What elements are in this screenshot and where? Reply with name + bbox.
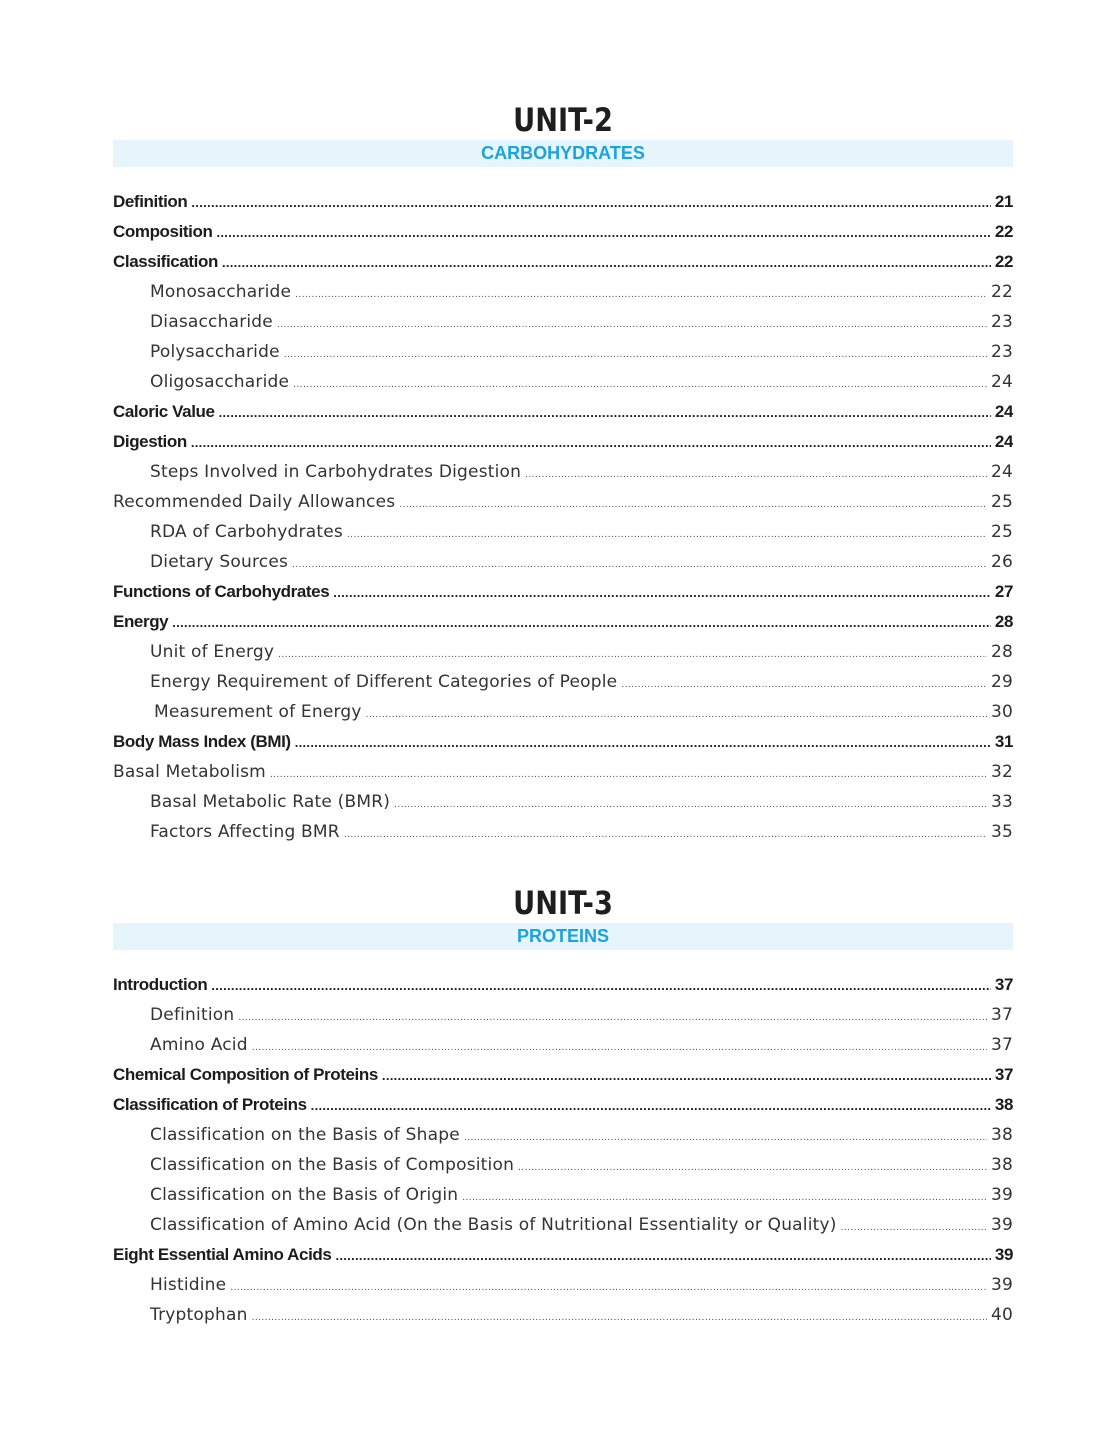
- toc-entry[interactable]: [113, 1180, 1013, 1210]
- dot-leader: [293, 367, 987, 397]
- toc-entry-page-number: 22: [990, 282, 1013, 302]
- toc-entry-label: Dietary Sources: [150, 552, 289, 572]
- toc-entry-label: Polysaccharide: [150, 342, 280, 362]
- toc-entry[interactable]: [113, 577, 1013, 607]
- unit-subtitle-band: PROTEINS: [113, 923, 1013, 950]
- toc-entry[interactable]: [113, 757, 1013, 787]
- toc-entry-page-number: 38: [994, 1095, 1013, 1114]
- unit-title: UNIT-3: [513, 884, 613, 922]
- unit-subtitle-band: CARBOHYDRATES: [113, 140, 1013, 167]
- toc-entry[interactable]: [113, 427, 1013, 457]
- toc-entry-page-number: 21: [994, 192, 1013, 211]
- dot-leader: [333, 577, 991, 607]
- toc-entry-page-number: 38: [990, 1125, 1013, 1145]
- toc-entry[interactable]: [113, 277, 1013, 307]
- toc-entry-label: Monosaccharide: [150, 282, 292, 302]
- dot-leader: [382, 1060, 991, 1090]
- toc-entry-label: Body Mass Index (BMI): [113, 732, 291, 751]
- toc-entry-page-number: 30: [990, 702, 1013, 722]
- toc-entry-label: Classification of Amino Acid (On the Basis of Nutritional Essentiality or Quality): [150, 1215, 837, 1235]
- toc-entry[interactable]: [113, 187, 1013, 217]
- toc-entry[interactable]: [113, 247, 1013, 277]
- toc-entry-label: Classification on the Basis of Origin: [150, 1185, 459, 1205]
- dot-leader: [219, 397, 991, 427]
- toc-entry-label: Unit of Energy: [150, 642, 275, 662]
- dot-leader: [278, 637, 987, 667]
- toc-entry-label: Energy Requirement of Different Categories of People: [150, 672, 618, 692]
- toc-entry[interactable]: [113, 1030, 1013, 1060]
- toc-entry-page-number: 27: [994, 582, 1013, 601]
- toc-entry-label: Amino Acid: [150, 1035, 248, 1055]
- dot-leader: [366, 697, 987, 727]
- toc-entry[interactable]: [113, 517, 1013, 547]
- toc-entry[interactable]: [113, 1000, 1013, 1030]
- unit-2-section: [113, 100, 1013, 847]
- toc-entry[interactable]: [113, 547, 1013, 577]
- toc-entry[interactable]: [113, 1120, 1013, 1150]
- toc-entry-page-number: 33: [990, 792, 1013, 812]
- toc-entry[interactable]: [113, 1090, 1013, 1120]
- toc-entry-page-number: 37: [990, 1035, 1013, 1055]
- toc-entry[interactable]: [113, 487, 1013, 517]
- toc-entry[interactable]: [113, 1210, 1013, 1240]
- dot-leader: [252, 1030, 987, 1060]
- toc-entry-page-number: 25: [990, 492, 1013, 512]
- toc-entry-label: Classification on the Basis of Shape: [150, 1125, 460, 1145]
- toc-entry-label: Measurement of Energy: [154, 702, 362, 722]
- toc-entry-page-number: 32: [990, 762, 1013, 782]
- toc-entry-label: Definition: [150, 1005, 235, 1025]
- dot-leader: [284, 337, 987, 367]
- toc-entry-page-number: 39: [990, 1275, 1013, 1295]
- toc-entry[interactable]: [113, 787, 1013, 817]
- toc-entry-label: Functions of Carbohydrates: [113, 582, 330, 601]
- toc-entry[interactable]: [113, 397, 1013, 427]
- toc-entry-page-number: 23: [990, 312, 1013, 332]
- toc-entry-page-number: 39: [990, 1185, 1013, 1205]
- toc-entry[interactable]: [113, 217, 1013, 247]
- toc-entry-label: Steps Involved in Carbohydrates Digestion: [150, 462, 522, 482]
- toc-entry-page-number: 28: [990, 642, 1013, 662]
- toc-entry-label: Classification: [113, 252, 218, 271]
- toc-entry[interactable]: [113, 1300, 1013, 1330]
- toc-entry-page-number: 35: [990, 822, 1013, 842]
- toc-list: [113, 187, 1013, 847]
- dot-leader: [295, 277, 987, 307]
- dot-leader: [172, 607, 991, 637]
- toc-entry-label: Factors Affecting BMR: [150, 822, 340, 842]
- dot-leader: [394, 787, 987, 817]
- toc-entry-page-number: 26: [990, 552, 1013, 572]
- dot-leader: [841, 1210, 987, 1240]
- dot-leader: [464, 1120, 987, 1150]
- toc-entry-label: Eight Essential Amino Acids: [113, 1245, 332, 1264]
- toc-entry-label: Classification on the Basis of Composition: [150, 1155, 515, 1175]
- dot-leader: [292, 547, 987, 577]
- toc-entry-page-number: 28: [994, 612, 1013, 631]
- toc-entry[interactable]: [113, 727, 1013, 757]
- toc-entry-page-number: 24: [994, 432, 1013, 451]
- toc-entry-page-number: 38: [990, 1155, 1013, 1175]
- toc-entry-label: Tryptophan: [150, 1305, 248, 1325]
- toc-entry-label: Diasaccharide: [150, 312, 273, 332]
- toc-entry-page-number: 39: [990, 1215, 1013, 1235]
- dot-leader: [462, 1180, 987, 1210]
- toc-entry-label: Basal Metabolic Rate (BMR): [150, 792, 391, 812]
- toc-entry[interactable]: [113, 457, 1013, 487]
- dot-leader: [191, 187, 991, 217]
- toc-entry[interactable]: [113, 367, 1013, 397]
- toc-entry-page-number: 40: [990, 1305, 1013, 1325]
- dot-leader: [191, 427, 991, 457]
- toc-entry-label: Caloric Value: [113, 402, 215, 421]
- dot-leader: [335, 1240, 990, 1270]
- toc-entry-label: Composition: [113, 222, 213, 241]
- toc-entry-page-number: 37: [994, 1065, 1013, 1084]
- toc-entry[interactable]: [113, 337, 1013, 367]
- toc-entry[interactable]: [113, 1150, 1013, 1180]
- toc-entry-page-number: 24: [990, 462, 1013, 482]
- unit-title: UNIT-2: [513, 101, 613, 139]
- dot-leader: [222, 247, 991, 277]
- dot-leader: [238, 1000, 987, 1030]
- dot-leader: [621, 667, 987, 697]
- toc-entry-page-number: 37: [994, 975, 1013, 994]
- toc-entry[interactable]: [113, 970, 1013, 1000]
- toc-entry-page-number: 24: [994, 402, 1013, 421]
- dot-leader: [277, 307, 987, 337]
- dot-leader: [399, 487, 987, 517]
- toc-entry-page-number: 31: [994, 732, 1013, 751]
- toc-entry-label: RDA of Carbohydrates: [150, 522, 343, 542]
- toc-entry-page-number: 24: [990, 372, 1013, 392]
- toc-entry-label: Definition: [113, 192, 188, 211]
- toc-entry-label: Energy: [113, 612, 169, 631]
- toc-entry[interactable]: [113, 697, 1013, 727]
- toc-entry[interactable]: [113, 817, 1013, 847]
- dot-leader: [211, 970, 991, 1000]
- toc-entry-page-number: 37: [990, 1005, 1013, 1025]
- toc-entry-label: Introduction: [113, 975, 208, 994]
- dot-leader: [347, 517, 987, 547]
- toc-entry[interactable]: [113, 1240, 1013, 1270]
- dot-leader: [344, 817, 987, 847]
- dot-leader: [311, 1090, 991, 1120]
- dot-leader: [252, 1300, 987, 1330]
- toc-entry[interactable]: [113, 607, 1013, 637]
- toc-list: [113, 970, 1013, 1330]
- unit-3-section: [113, 883, 1013, 1330]
- toc-entry-page-number: 22: [994, 222, 1013, 241]
- toc-entry[interactable]: [113, 307, 1013, 337]
- toc-entry-label: Recommended Daily Allowances: [113, 492, 396, 512]
- toc-entry-label: Classification of Proteins: [113, 1095, 307, 1114]
- toc-entry-label: Digestion: [113, 432, 187, 451]
- toc-entry[interactable]: [113, 667, 1013, 697]
- dot-leader: [525, 457, 987, 487]
- dot-leader: [518, 1150, 987, 1180]
- toc-entry-page-number: 29: [990, 672, 1013, 692]
- toc-entry-label: Histidine: [150, 1275, 227, 1295]
- toc-entry-page-number: 23: [990, 342, 1013, 362]
- toc-entry-page-number: 22: [994, 252, 1013, 271]
- toc-entry[interactable]: [113, 637, 1013, 667]
- toc-entry-label: Oligosaccharide: [150, 372, 290, 392]
- dot-leader: [216, 217, 990, 247]
- toc-entry-page-number: 25: [990, 522, 1013, 542]
- dot-leader: [295, 727, 991, 757]
- toc-entry-label: Chemical Composition of Proteins: [113, 1065, 378, 1084]
- toc-entry-label: Basal Metabolism: [113, 762, 266, 782]
- dot-leader: [270, 757, 987, 787]
- dot-leader: [230, 1270, 987, 1300]
- toc-entry[interactable]: [113, 1270, 1013, 1300]
- toc-entry[interactable]: [113, 1060, 1013, 1090]
- toc-entry-page-number: 39: [994, 1245, 1013, 1264]
